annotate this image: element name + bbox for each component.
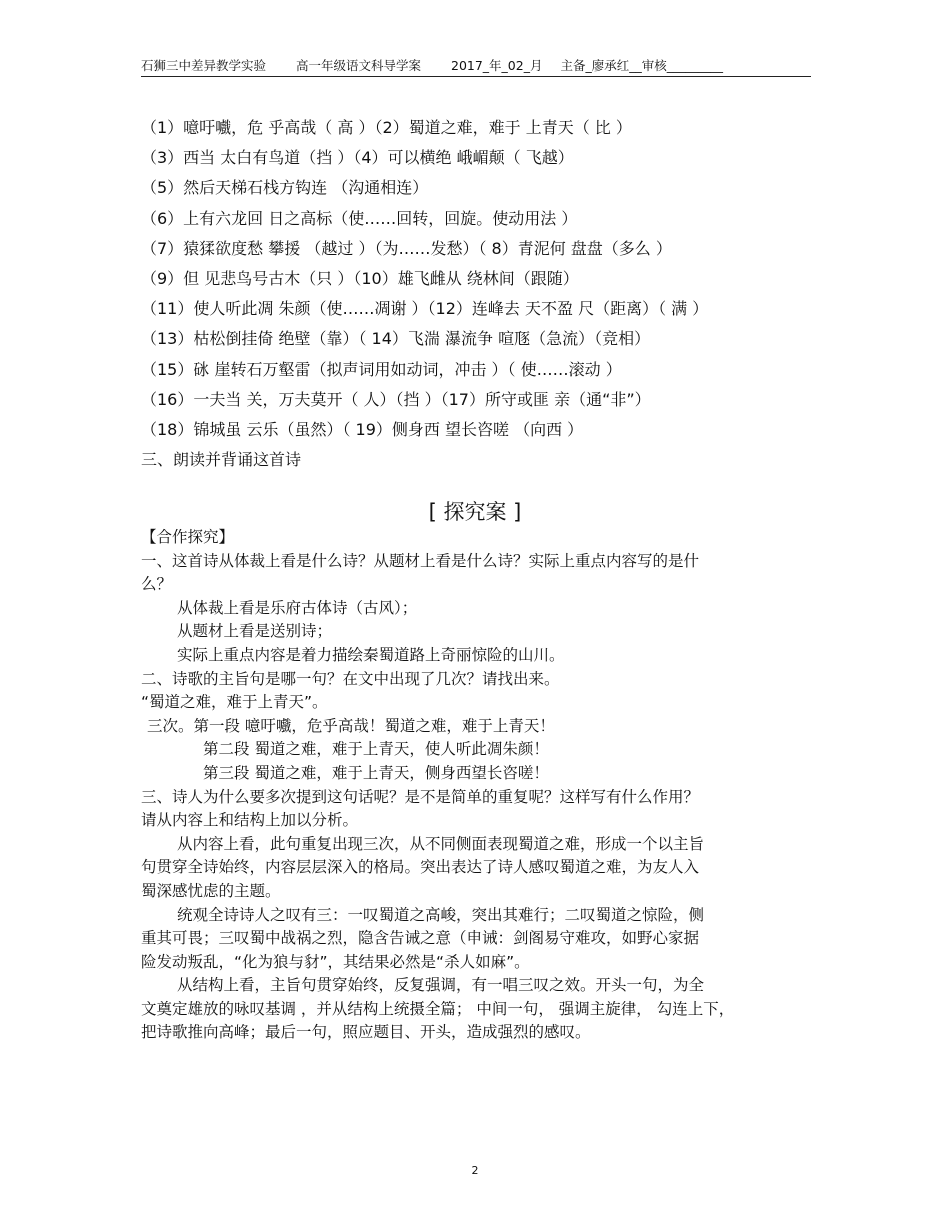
vocab-line: （5）然后天梯石栈方钩连 （沟通相连） bbox=[141, 178, 429, 198]
body-line: 二、诗歌的主旨句是哪一句？在文中出现了几次？请找出来。 bbox=[141, 669, 560, 688]
header-preparer: 主备_廖承红__审核_________ bbox=[560, 58, 723, 73]
body-line: 文奠定雄放的咏叹基调 ，并从结构上统摄全篇； 中间一句， 强调主旋律， 勾连上下， bbox=[141, 999, 735, 1018]
body-line: 么？ bbox=[141, 575, 173, 594]
section-title: [ 探究案 ] bbox=[428, 500, 522, 524]
header-course: 高一年级语文科导学案 bbox=[296, 58, 422, 73]
body-line: 请从内容上和结构上加以分析。 bbox=[141, 811, 359, 830]
body-line: 第二段 蜀道之难，难于上青天，使人听此凋朱颜！ bbox=[203, 740, 549, 759]
body-line: 险发动叛乱，“化为狼与豺”，其结果必然是“杀人如麻”。 bbox=[141, 952, 530, 971]
vocab-line: （15）砯 崖转石万壑雷（拟声词用如动词，冲击 ）（ 使……滚动 ） bbox=[141, 359, 622, 379]
body-line: 一、这首诗从体裁上看是什么诗？从题材上看是什么诗？实际上重点内容写的是什 bbox=[141, 551, 700, 570]
header-date: 2017_年_02_月 bbox=[451, 58, 543, 73]
vocab-line: （3）西当 太白有鸟道（挡 ）（4）可以横绝 峨嵋颠（ 飞越） bbox=[141, 148, 574, 168]
vocab-line: （9）但 见悲鸟号古木（只 ）（10）雄飞雌从 绕林间（跟随） bbox=[141, 268, 579, 288]
body-line: 第三段 蜀道之难，难于上青天，侧身西望长咨嗟！ bbox=[203, 763, 549, 782]
vocab-line: （1）噫吁嚱，危 乎高哉（ 高 ）（2）蜀道之难，难于 上青天（ 比 ） bbox=[141, 118, 632, 137]
body-line: 蜀深感忧虑的主题。 bbox=[141, 881, 281, 900]
inquiry-section bbox=[141, 526, 821, 1045]
vocab-line: （18）锦城虽 云乐（虽然）（ 19）侧身西 望长咨嗟 （向西 ） bbox=[141, 419, 584, 439]
vocab-line: （11）使人听此凋 朱颜（使……凋谢 ）（12）连峰去 天不盈 尺（距离）（ 满 ） bbox=[141, 299, 709, 319]
body-line: 从体裁上看是乐府古体诗（古风）； bbox=[177, 598, 418, 617]
vocab-line: （16）一夫当 关，万夫莫开（ 人）（挡 ）（17）所守或匪 亲（通“非”） bbox=[141, 389, 651, 409]
body-line: 从结构上看，主旨句贯穿始终，反复强调，有一唱三叹之效。开头一句，为全 bbox=[177, 976, 705, 995]
vocab-list bbox=[141, 113, 821, 475]
body-line: 重其可畏；三叹蜀中战祸之烈，隐含告诫之意（申诫：剑阁易守难攻，如野心家据 bbox=[141, 929, 700, 948]
body-line: 三次。第一段 噫吁嚱，危乎高哉！蜀道之难，难于上青天！ bbox=[147, 716, 555, 735]
body-line: 从内容上看，此句重复出现三次，从不同侧面表现蜀道之难，形成一个以主旨 bbox=[177, 834, 705, 853]
vocab-line: （7）猿猱欲度愁 攀援 （越过 ）（为……发愁）（ 8）青泥何 盘盘（多么 ） bbox=[141, 238, 672, 258]
vocab-line: （13）枯松倒挂倚 绝壁（靠）（ 14）飞湍 瀑流争 喧豗（急流）（竞相） bbox=[141, 329, 651, 349]
body-line: 【合作探究】 bbox=[141, 528, 235, 546]
header-school: 石狮三中差异教学实验 bbox=[141, 58, 267, 73]
vocab-line: （6）上有六龙回 日之高标（使……回转，回旋。使动用法 ） bbox=[141, 208, 578, 228]
body-line: 从题材上看是送别诗； bbox=[177, 622, 333, 641]
vocab-line: 三、朗读并背诵这首诗 bbox=[141, 450, 302, 470]
page-header bbox=[141, 56, 811, 74]
body-line: 统观全诗诗人之叹有三：一叹蜀道之高峻，突出其难行；二叹蜀道之惊险，侧 bbox=[177, 905, 705, 924]
body-line: 把诗歌推向高峰；最后一句，照应题目、开头，造成强烈的感叹。 bbox=[141, 1023, 591, 1042]
body-line: 实际上重点内容是着力描绘秦蜀道路上奇丽惊险的山川。 bbox=[177, 645, 565, 664]
body-line: “蜀道之难，难于上青天”。 bbox=[141, 693, 328, 712]
page-number: 2 bbox=[471, 1164, 479, 1177]
body-line: 三、诗人为什么要多次提到这句话呢？是不是简单的重复呢？这样写有什么作用？ bbox=[141, 787, 700, 806]
header-rule bbox=[141, 76, 811, 77]
body-line: 句贯穿全诗始终，内容层层深入的格局。突出表达了诗人感叹蜀道之难，为友人入 bbox=[141, 858, 700, 877]
